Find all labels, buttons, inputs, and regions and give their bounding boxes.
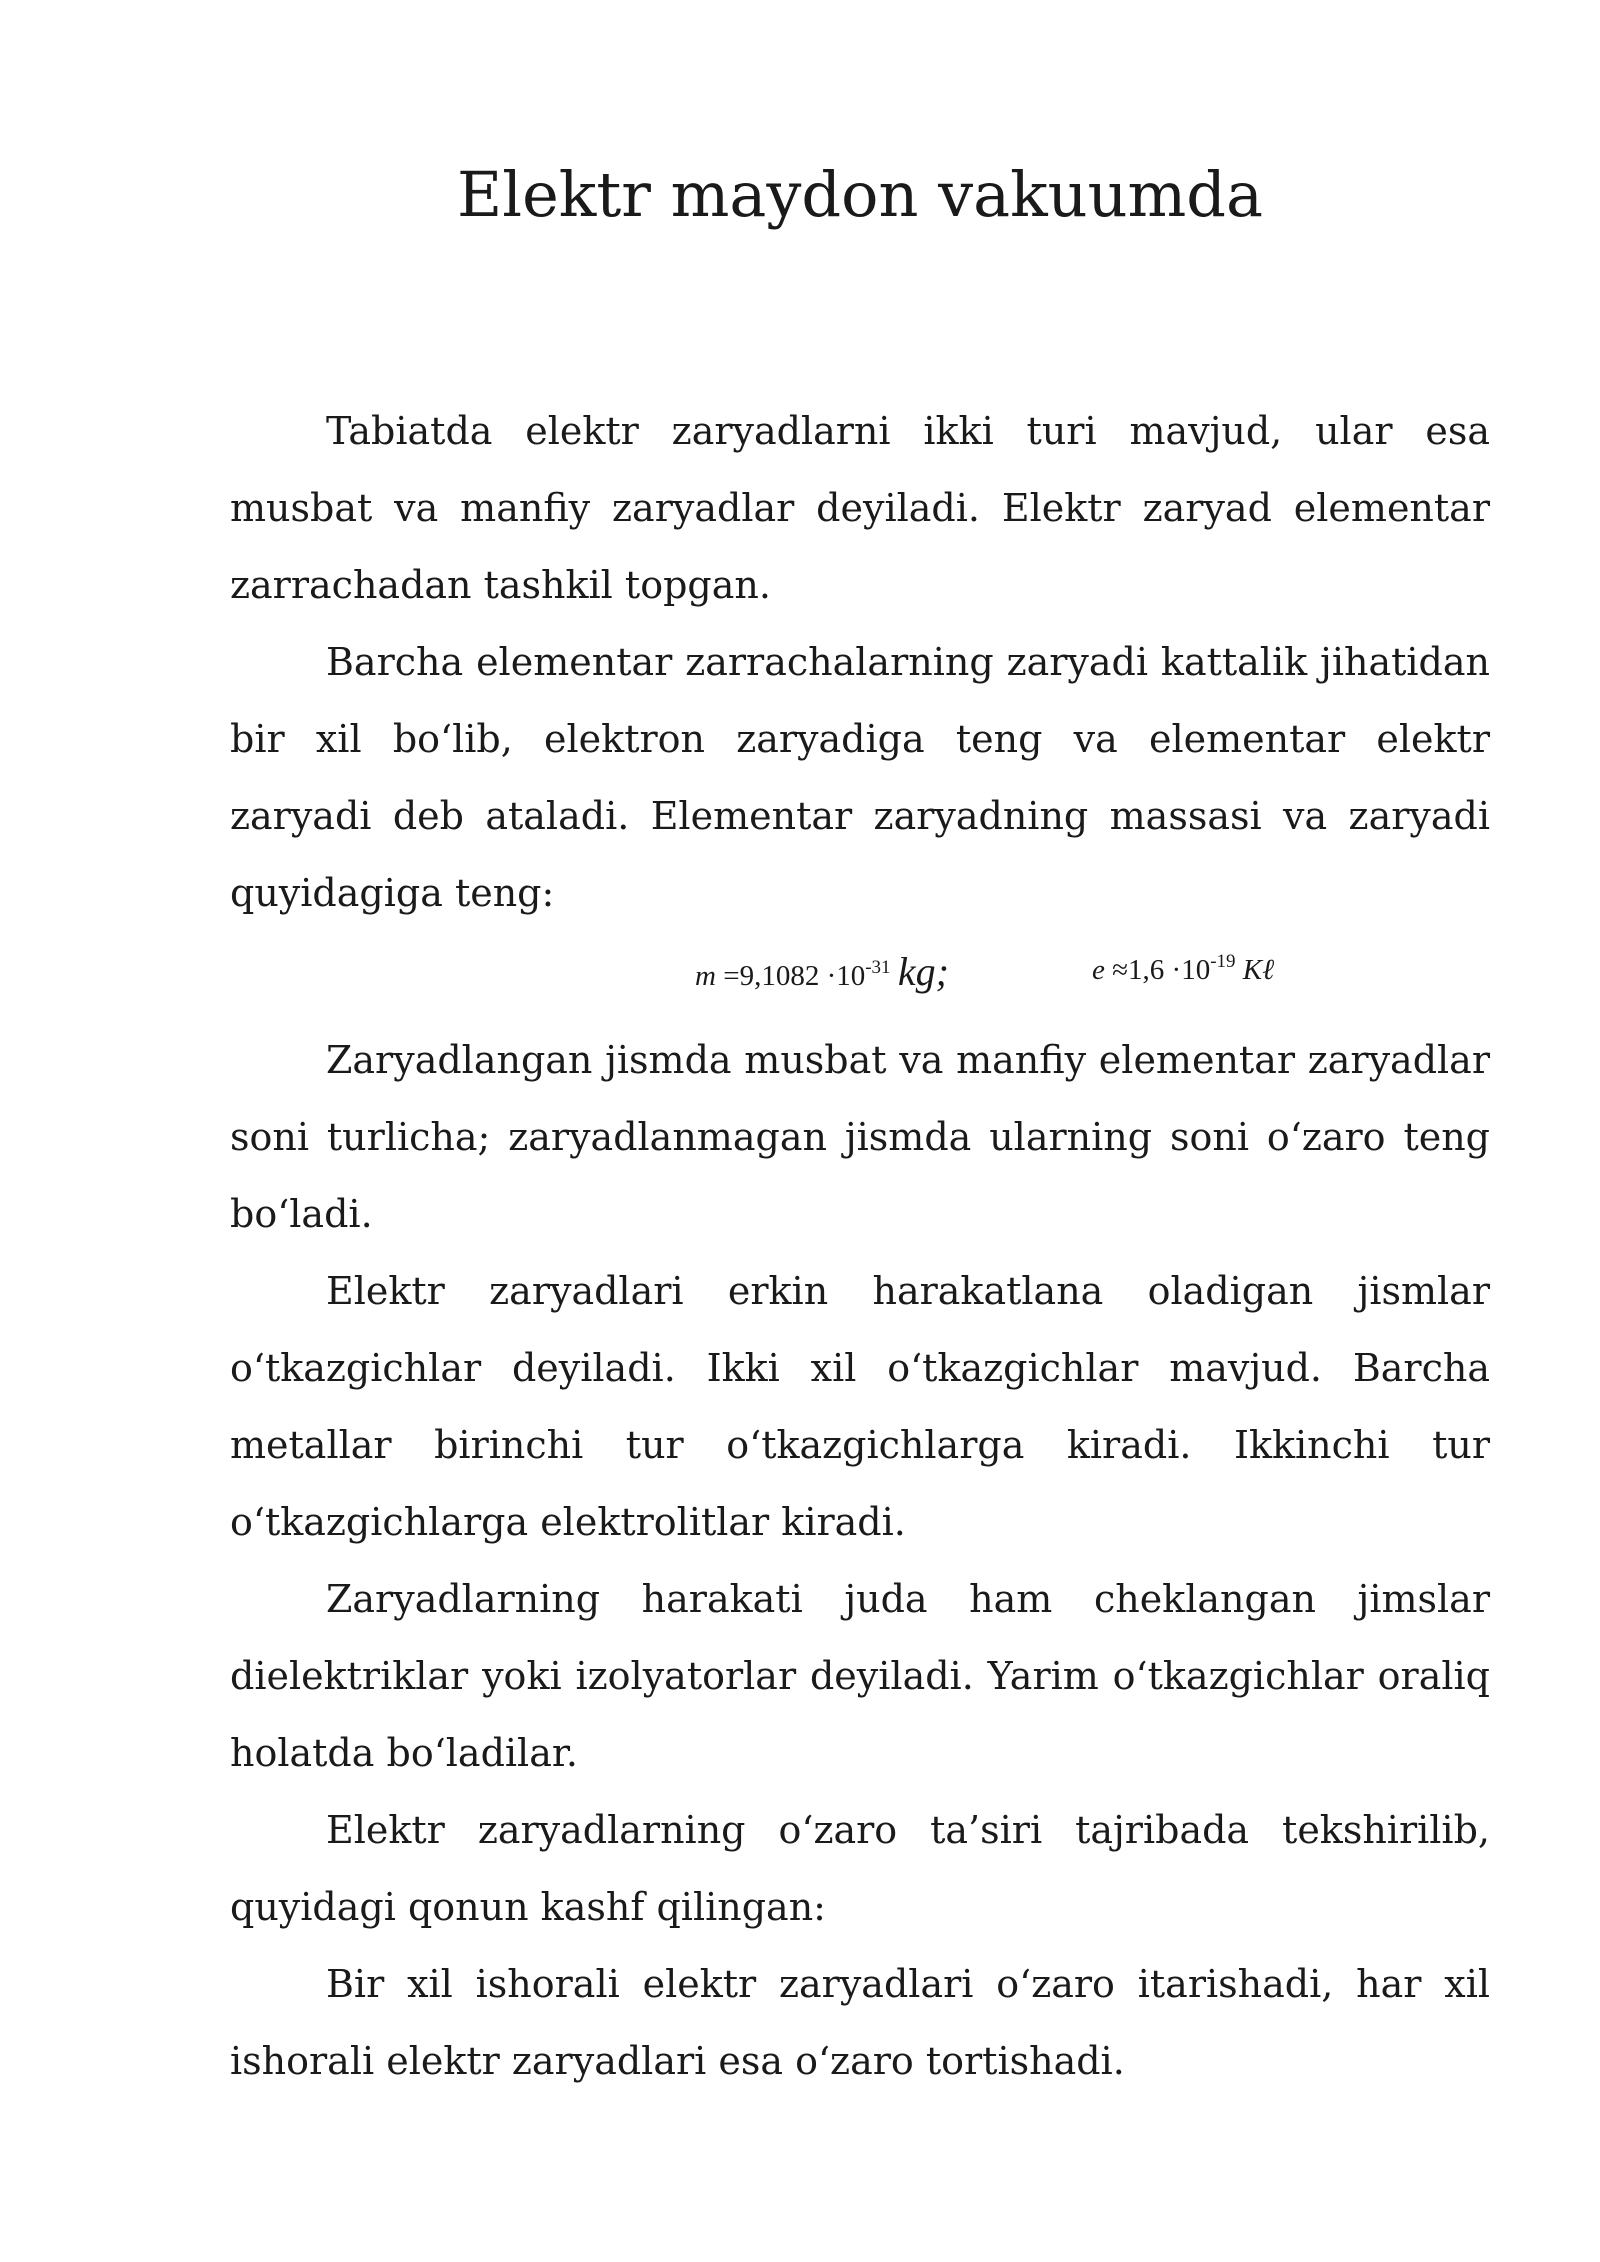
paragraph-6: Elektr zaryadlarning o‘zaro ta’siri tajribada tekshirilib, quyidagi qonun kashf qilingan:	[230, 1808, 1490, 1929]
electron-charge-formula	[1092, 952, 1274, 985]
formula-line	[230, 932, 1490, 1022]
paragraph-4: Elektr zaryadlari erkin harakatlana oladigan jismlar o‘tkazgichlar deyiladi. Ikki xil o‘tkazgichlar mavjud. Barcha metallar birinchi tur o‘tkazgichlarga kiradi. Ikkinchi tur o‘tkazgichlarga elektrolitlar kiradi.	[230, 1269, 1490, 1544]
mass-relation: =	[723, 960, 740, 992]
paragraph-1: Tabiatda elektr zaryadlarni ikki turi mavjud, ular esa musbat va manfiy zaryadlar deyiladi. Elektr zaryad elementar zarrachadan tashkil topgan.	[230, 409, 1490, 607]
page-title: Elektr maydon vakuumda	[457, 158, 1263, 231]
mass-mantissa: 9,1082	[739, 960, 820, 992]
mass-exponent: -31	[865, 957, 891, 978]
charge-unit: Kℓ	[1242, 954, 1275, 986]
mass-times: ·10	[826, 960, 866, 992]
paragraph-2: Barcha elementar zarrachalarning zaryadi kattalik jihatidan bir xil bo‘lib, elektron zaryadiga teng va elementar elektr zaryadi deb ataladi. Elementar zaryadning massasi va zaryadi quyidagiga teng:	[230, 640, 1490, 915]
charge-symbol: e	[1092, 954, 1105, 986]
mass-symbol: m	[695, 960, 716, 992]
paragraph-5: Zaryadlarning harakati juda ham cheklangan jimslar dielektriklar yoki izolyatorlar deyiladi. Yarim o‘tkazgichlar oraliq holatda bo‘ladilar.	[230, 1577, 1490, 1775]
paragraph-3: Zaryadlangan jismda musbat va manfiy elementar zaryadlar soni turlicha; zaryadlanmagan jismda ularning soni o‘zaro teng bo‘ladi.	[230, 1038, 1490, 1236]
charge-relation: ≈	[1112, 954, 1129, 986]
document-body	[230, 393, 1490, 2100]
electron-mass-formula	[695, 949, 949, 994]
charge-mantissa: 1,6	[1128, 954, 1165, 986]
mass-unit: kg;	[897, 949, 949, 994]
charge-times: ·10	[1171, 954, 1211, 986]
charge-exponent: -19	[1210, 951, 1236, 972]
paragraph-7: Bir xil ishorali elektr zaryadlari o‘zaro itarishadi, har xil ishorali elektr zaryadlari esa o‘zaro tortishadi.	[230, 1962, 1490, 2083]
